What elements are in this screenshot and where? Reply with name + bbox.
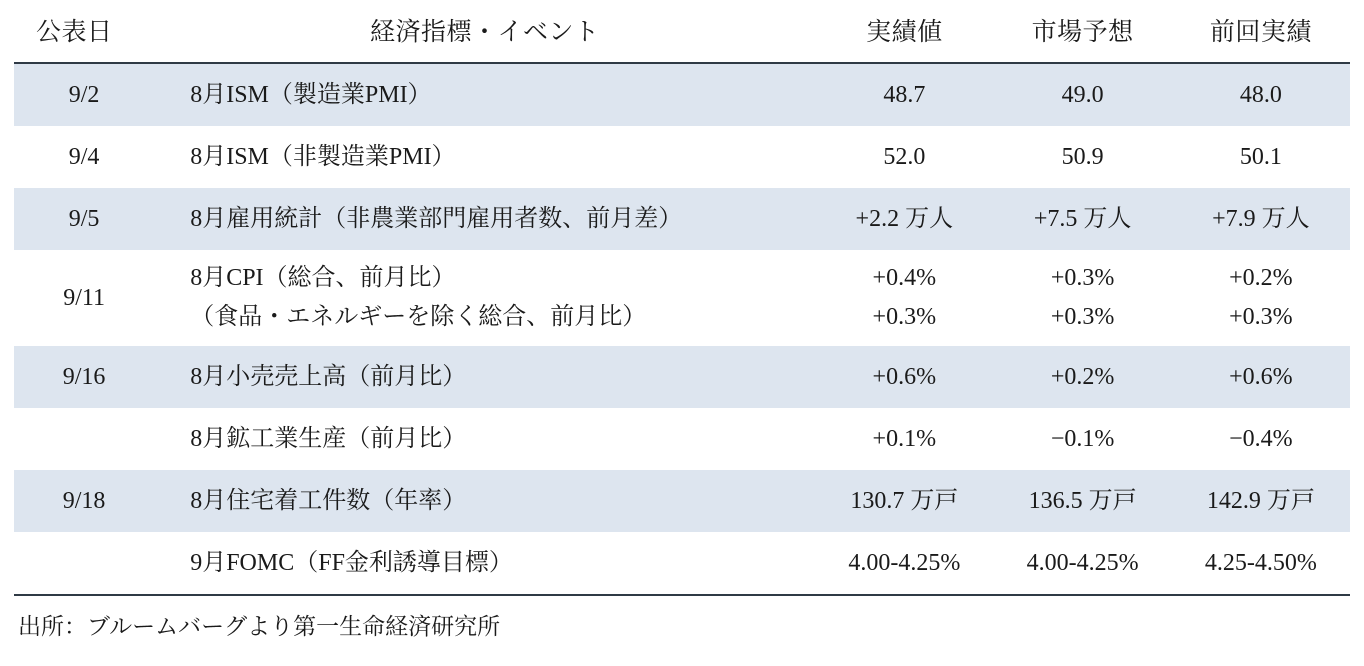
cell-event-line: 8月ISM（非製造業PMI） bbox=[190, 143, 456, 170]
cell-consensus bbox=[993, 126, 1171, 188]
cell-actual-line: +0.6% bbox=[872, 363, 937, 390]
cell-consensus-line: +0.3% bbox=[1050, 265, 1115, 292]
cell-previous bbox=[1172, 188, 1350, 250]
cell-event-line: 8月小売売上高（前月比） bbox=[190, 363, 467, 390]
table-row bbox=[14, 408, 1350, 470]
cell-previous bbox=[1172, 408, 1350, 470]
cell-date: 9/18 bbox=[14, 470, 154, 532]
cell-consensus-line: −0.1% bbox=[1050, 425, 1115, 452]
cell-actual-line: +0.3% bbox=[872, 304, 937, 330]
cell-actual-line: +0.4% bbox=[872, 265, 937, 292]
cell-date: 9/16 bbox=[14, 346, 154, 408]
column-header-actual: 実績値 bbox=[815, 6, 993, 63]
cell-consensus-line: 4.00-4.25% bbox=[1026, 549, 1139, 576]
cell-actual-line: +2.2 万人 bbox=[855, 205, 954, 232]
cell-actual-line: 48.7 bbox=[883, 81, 926, 108]
cell-event-line: 8月CPI（総合、前月比） bbox=[190, 265, 456, 292]
cell-event-line: 8月住宅着工件数（年率） bbox=[190, 487, 467, 514]
cell-actual-line: 130.7 万戸 bbox=[850, 487, 959, 514]
cell-date bbox=[14, 408, 154, 470]
cell-consensus-line: +0.2% bbox=[1050, 363, 1115, 390]
cell-previous-line: +7.9 万人 bbox=[1212, 205, 1310, 232]
cell-consensus bbox=[993, 250, 1171, 346]
cell-consensus-line: +7.5 万人 bbox=[1033, 205, 1132, 232]
cell-actual-line: 52.0 bbox=[883, 143, 926, 170]
table-row bbox=[14, 470, 1350, 532]
cell-previous-line: +0.2% bbox=[1229, 265, 1293, 292]
cell-consensus bbox=[993, 188, 1171, 250]
cell-date: 9/4 bbox=[14, 126, 154, 188]
cell-actual bbox=[815, 532, 993, 594]
cell-actual bbox=[815, 188, 993, 250]
cell-event bbox=[154, 188, 815, 250]
cell-actual bbox=[815, 250, 993, 346]
cell-event bbox=[154, 126, 815, 188]
cell-actual-line: 4.00-4.25% bbox=[848, 549, 961, 576]
column-header-event: 経済指標・イベント bbox=[154, 6, 815, 63]
cell-actual bbox=[815, 470, 993, 532]
column-header-consensus: 市場予想 bbox=[993, 6, 1171, 63]
cell-actual-line: +0.1% bbox=[872, 425, 937, 452]
cell-consensus bbox=[993, 346, 1171, 408]
cell-consensus-line: 136.5 万戸 bbox=[1028, 487, 1137, 514]
column-header-previous: 前回実績 bbox=[1172, 6, 1350, 63]
cell-event bbox=[154, 63, 815, 126]
cell-previous-line: 142.9 万戸 bbox=[1206, 487, 1315, 514]
cell-actual bbox=[815, 346, 993, 408]
cell-previous-line: 50.1 bbox=[1239, 143, 1282, 170]
cell-event bbox=[154, 532, 815, 594]
cell-event-line: （食品・エネルギーを除く総合、前月比） bbox=[190, 304, 647, 330]
cell-previous-line: −0.4% bbox=[1229, 425, 1293, 452]
cell-previous bbox=[1172, 532, 1350, 594]
economic-indicator-table bbox=[14, 6, 1350, 594]
cell-actual bbox=[815, 63, 993, 126]
cell-event bbox=[154, 250, 815, 346]
cell-previous bbox=[1172, 470, 1350, 532]
table-header bbox=[14, 6, 1350, 63]
cell-previous-line: +0.6% bbox=[1229, 363, 1293, 390]
table-row bbox=[14, 63, 1350, 126]
table-row bbox=[14, 346, 1350, 408]
economic-indicator-table-sheet bbox=[0, 6, 1364, 666]
cell-event-line: 8月ISM（製造業PMI） bbox=[190, 81, 432, 108]
cell-actual bbox=[815, 126, 993, 188]
cell-previous bbox=[1172, 346, 1350, 408]
table-row bbox=[14, 250, 1350, 346]
cell-consensus bbox=[993, 532, 1171, 594]
cell-event-line: 9月FOMC（FF金利誘導目標） bbox=[190, 549, 513, 576]
cell-event-line: 8月雇用統計（非農業部門雇用者数、前月差） bbox=[190, 205, 683, 232]
cell-previous-line: +0.3% bbox=[1229, 304, 1293, 330]
cell-consensus-line: 49.0 bbox=[1061, 81, 1104, 108]
table-body bbox=[14, 63, 1350, 594]
cell-event bbox=[154, 470, 815, 532]
column-header-date: 公表日 bbox=[14, 6, 154, 63]
cell-date: 9/5 bbox=[14, 188, 154, 250]
cell-consensus-line: +0.3% bbox=[1050, 304, 1115, 330]
cell-event bbox=[154, 346, 815, 408]
cell-previous-line: 48.0 bbox=[1239, 81, 1282, 108]
cell-date: 9/11 bbox=[14, 250, 154, 346]
cell-consensus bbox=[993, 470, 1171, 532]
table-row bbox=[14, 188, 1350, 250]
cell-previous-line: 4.25-4.50% bbox=[1204, 549, 1317, 576]
cell-actual bbox=[815, 408, 993, 470]
cell-event bbox=[154, 408, 815, 470]
table-row bbox=[14, 532, 1350, 594]
cell-previous bbox=[1172, 250, 1350, 346]
cell-date bbox=[14, 532, 154, 594]
cell-consensus bbox=[993, 408, 1171, 470]
table-row bbox=[14, 126, 1350, 188]
cell-event-line: 8月鉱工業生産（前月比） bbox=[190, 425, 467, 452]
table-header-row bbox=[14, 6, 1350, 63]
cell-previous bbox=[1172, 126, 1350, 188]
cell-consensus-line: 50.9 bbox=[1061, 143, 1104, 170]
cell-consensus bbox=[993, 63, 1171, 126]
source-footnote: 出所：ブルームバーグより第一生命経済研究所 bbox=[14, 594, 1350, 641]
cell-date: 9/2 bbox=[14, 63, 154, 126]
cell-previous bbox=[1172, 63, 1350, 126]
